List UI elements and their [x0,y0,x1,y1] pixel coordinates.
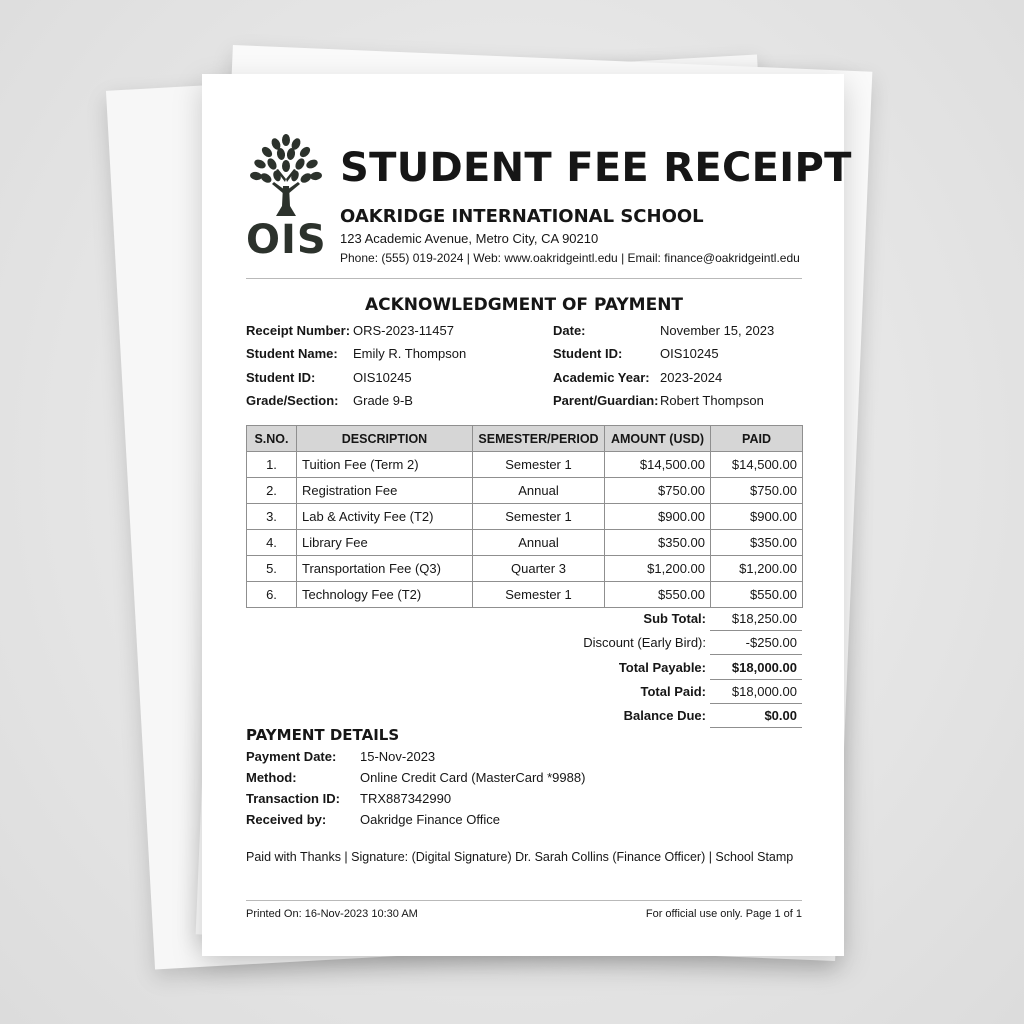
info-label: Parent/Guardian: [553,393,659,408]
sno-cell: 1. [247,452,297,478]
info-label: Student ID: [553,346,623,361]
amount-cell: $350.00 [605,530,711,556]
period-cell: Annual [473,530,605,556]
sno-cell: 6. [247,582,297,608]
info-label: Date: [553,323,586,338]
section-title: ACKNOWLEDGMENT OF PAYMENT [364,295,684,315]
sno-cell: 2. [247,478,297,504]
logo-text: OIS [246,217,327,263]
description-cell: Technology Fee (T2) [297,582,473,608]
paid-cell: $550.00 [711,582,803,608]
sno-cell: 3. [247,504,297,530]
table-row [247,504,803,530]
footer-divider [246,900,802,901]
column-header: PAID [711,426,803,452]
payment-value: 15-Nov-2023 [360,749,436,764]
table-header-row [247,426,803,452]
column-header: SEMESTER/PERIOD [473,426,605,452]
total-paid-row [246,680,802,704]
total-label: Balance Due: [623,708,706,723]
printed-on: Printed On: 16-Nov-2023 10:30 AM [246,908,418,920]
paid-cell: $900.00 [711,504,803,530]
amount-cell: $900.00 [605,504,711,530]
total-value: $18,250.00 [731,611,797,626]
period-cell: Annual [473,478,605,504]
total-value: $18,000.00 [731,660,797,675]
description-cell: Transportation Fee (Q3) [297,556,473,582]
amount-cell: $750.00 [605,478,711,504]
paid-cell: $14,500.00 [711,452,803,478]
tree-icon [246,134,326,224]
signature-line: Paid with Thanks | Signature: (Digital Signature) Dr. Sarah Collins (Finance Officer) | School Stamp [246,850,794,864]
description-cell: Library Fee [297,530,473,556]
payment-label: Method: [246,770,297,785]
school-name: OAKRIDGE INTERNATIONAL SCHOOL [340,206,704,227]
column-header: AMOUNT (USD) [605,426,711,452]
info-value: Robert Thompson [660,393,764,408]
fee-table [246,425,803,608]
description-cell: Tuition Fee (Term 2) [297,452,473,478]
total-payable-row [246,656,802,680]
amount-cell: $1,200.00 [605,556,711,582]
period-cell: Semester 1 [473,452,605,478]
receipt-title: STUDENT FEE RECEIPT [340,145,852,191]
payment-label: Transaction ID: [246,791,340,806]
info-label: Receipt Number: [246,323,351,338]
info-label: Academic Year: [553,370,650,385]
total-label: Total Payable: [618,660,706,675]
total-value: $18,000.00 [731,684,797,699]
total-value: -$250.00 [745,635,797,650]
period-cell: Semester 1 [473,582,605,608]
table-row [247,478,803,504]
total-label: Total Paid: [640,684,706,699]
amount-cell: $14,500.00 [605,452,711,478]
paid-cell: $1,200.00 [711,556,803,582]
description-cell: Lab & Activity Fee (T2) [297,504,473,530]
total-divider [710,727,802,728]
payment-label: Received by: [246,812,327,827]
period-cell: Semester 1 [473,504,605,530]
table-row [247,582,803,608]
receipt-sheet [202,74,852,956]
paid-cell: $350.00 [711,530,803,556]
info-value: ORS-2023-11457 [353,323,454,338]
info-label: Student ID: [246,370,316,385]
discount-row [246,631,802,655]
payment-value: Oakridge Finance Office [360,812,500,827]
amount-cell: $550.00 [605,582,711,608]
table-row [247,556,803,582]
period-cell: Quarter 3 [473,556,605,582]
sno-cell: 5. [247,556,297,582]
column-header: S.NO. [247,426,297,452]
description-cell: Registration Fee [297,478,473,504]
school-logo [246,134,326,266]
info-label: Grade/Section: [246,393,339,408]
total-divider [710,654,802,655]
info-value: November 15, 2023 [660,323,775,338]
official-use-note: For official use only. Page 1 of 1 [645,908,802,920]
info-value: Emily R. Thompson [353,346,467,361]
total-label: Discount (Early Bird): [583,635,706,650]
payment-value: Online Credit Card (MasterCard *9988) [360,770,586,785]
info-value: Grade 9-B [353,393,413,408]
info-label: Student Name: [246,346,338,361]
table-row [247,452,803,478]
sno-cell: 4. [247,530,297,556]
school-contact: Phone: (555) 019-2024 | Web: www.oakridgeintl.edu | Email: finance@oakridgeintl.edu [340,251,800,265]
total-label: Sub Total: [643,611,706,626]
info-value: 2023-2024 [660,370,723,385]
info-value: OIS10245 [660,346,719,361]
header-divider [246,278,802,279]
payment-value: TRX887342990 [360,791,452,806]
subtotal-row [246,607,802,631]
payment-label: Payment Date: [246,749,337,764]
total-value: $0.00 [764,708,797,723]
paid-cell: $750.00 [711,478,803,504]
info-value: OIS10245 [353,370,412,385]
school-address: 123 Academic Avenue, Metro City, CA 90210 [340,231,599,246]
column-header: DESCRIPTION [297,426,473,452]
payment-details-title: PAYMENT DETAILS [246,726,400,744]
receipt-content [246,74,852,956]
table-row [247,530,803,556]
